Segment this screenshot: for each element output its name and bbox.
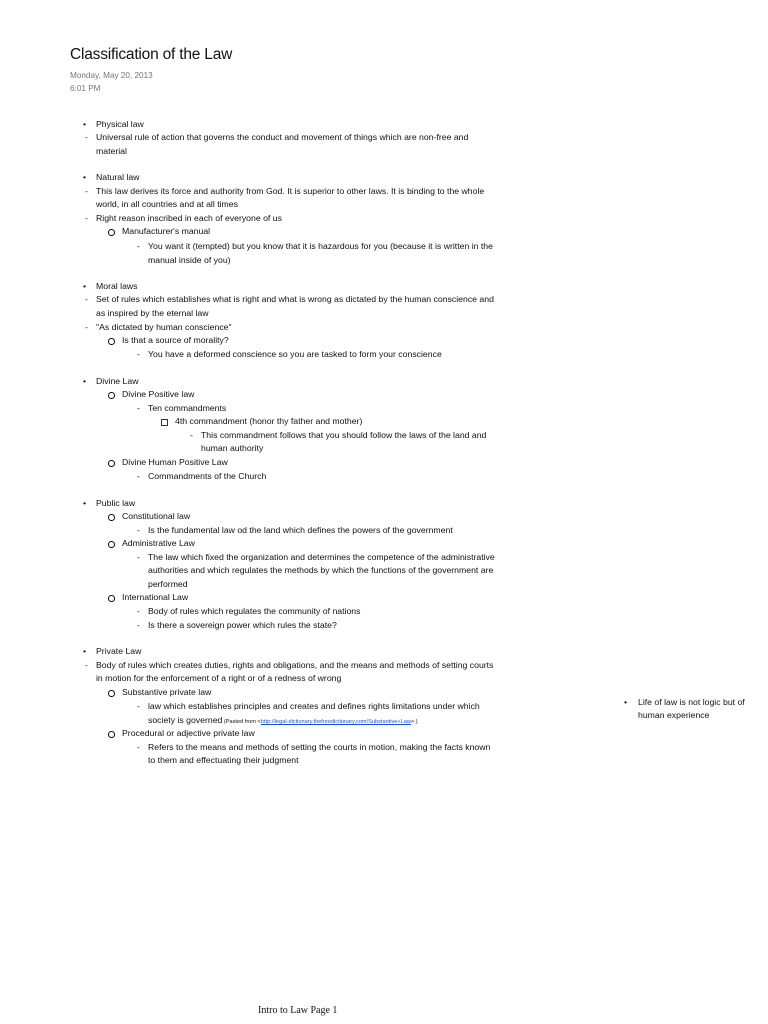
note-line: Public law [96,498,136,508]
note-line: Set of rules which establishes what is right and what is wrong as dictated by the human conscience and [96,294,494,304]
note-line: Is the fundamental law od the land which defines the powers of the government [148,525,453,535]
dash-marker: - [85,186,88,196]
pasted-from-suffix: > ) [410,719,418,725]
note-line: manual inside of you) [148,255,231,265]
bullet-marker: • [624,697,628,707]
note-line: as inspired by the eternal law [96,308,209,318]
dash-marker: - [137,241,140,251]
note-line: Private Law [96,646,142,656]
note-line: law which establishes principles and creates and defines rights limitations under which [148,701,480,711]
note-line: authorities and which regulates the methods by which the functions of the government are [148,565,494,575]
dash-marker: - [190,430,193,440]
note-line: Ten commandments [148,403,227,413]
dash-marker: - [137,620,140,630]
note-line: Divine Law [96,376,139,386]
circle-marker [108,229,115,236]
note-line: Administrative Law [122,538,195,548]
note-line: world, in all countries and at all times [96,199,238,209]
note-line: Moral laws [96,281,138,291]
note-line: Body of rules which creates duties, rights and obligations, and the means and methods of setting courts [96,660,494,670]
note-line: Natural law [96,172,140,182]
note-line: Divine Positive law [122,389,195,399]
dash-marker: - [137,349,140,359]
note-line: Universal rule of action that governs the conduct and movement of things which are non-free and [96,132,469,142]
note-line: Is that a source of morality? [122,335,229,345]
note-line: "As dictated by human conscience" [96,322,232,332]
side-note-line: human experience [638,710,710,720]
note-line: Physical law [96,119,144,129]
note-line: Commandments of the Church [148,471,267,481]
note-line: Constitutional law [122,511,191,521]
note-line: Substantive private law [122,687,212,697]
dash-marker: - [85,213,88,223]
dash-marker: - [85,322,88,332]
note-time: 6:01 PM [70,84,101,93]
pasted-from-label: (Pasted from < [222,719,261,725]
source-link[interactable]: http://legal-dictionary.thefreedictionary.com/Substantive+Law [260,719,411,725]
bullet-marker: • [83,498,87,508]
circle-marker [108,338,115,345]
note-line: Divine Human Positive Law [122,457,228,467]
bullet-marker: • [83,646,87,656]
bullet-marker: • [83,172,87,182]
note-line: This law derives its force and authority from God. It is superior to other laws. It is binding to the whole [96,186,485,196]
circle-marker [108,514,115,521]
dash-marker: - [137,552,140,562]
note-line: You have a deformed conscience so you are tasked to form your conscience [148,349,442,359]
circle-marker [108,392,115,399]
note-line: Manufacturer's manual [122,226,211,236]
circle-marker [108,690,115,697]
note-line: This commandment follows that you should follow the laws of the land and [201,430,487,440]
note-date: Monday, May 20, 2013 [70,71,153,80]
circle-marker [108,460,115,467]
note-line: performed [148,579,188,589]
note-line: The law which fixed the organization and determines the competence of the administrative [148,552,495,562]
note-line: International Law [122,592,189,602]
dash-marker: - [137,606,140,616]
note-line: Procedural or adjective private law [122,728,255,738]
circle-marker [108,595,115,602]
dash-marker: - [137,701,140,711]
circle-marker [108,541,115,548]
note-line: material [96,146,127,156]
dash-marker: - [85,660,88,670]
note-line: Right reason inscribed in each of everyone of us [96,213,282,223]
bullet-marker: • [83,376,87,386]
note-line: society is governed (Pasted from <http://legal-dictionary.thefreedictionary.com/Substantive+Law> ) [148,715,418,725]
note-line: Body of rules which regulates the community of nations [148,606,361,616]
note-line: human authority [201,443,264,453]
page-title: Classification of the Law [70,46,233,63]
note-line: to them and effectuating their judgment [148,755,299,765]
page-footer: Intro to Law Page 1 [258,1005,338,1016]
dash-marker: - [137,742,140,752]
dash-marker: - [85,132,88,142]
side-note-line: Life of law is not logic but of [638,697,745,707]
bullet-marker: • [83,281,87,291]
dash-marker: - [137,471,140,481]
note-line: 4th commandment (honor thy father and mother) [175,416,363,426]
note-line: You want it (tempted) but you know that it is hazardous for you (because it is written in the [148,241,493,251]
dash-marker: - [137,525,140,535]
note-line: Is there a sovereign power which rules the state? [148,620,337,630]
dash-marker: - [137,403,140,413]
bullet-marker: • [83,119,87,129]
note-line: Refers to the means and methods of setting the courts in motion, making the facts known [148,742,491,752]
note-line: in motion for the enforcement of a right or of a redness of wrong [96,673,342,683]
dash-marker: - [85,294,88,304]
circle-marker [108,731,115,738]
square-marker [161,419,168,426]
